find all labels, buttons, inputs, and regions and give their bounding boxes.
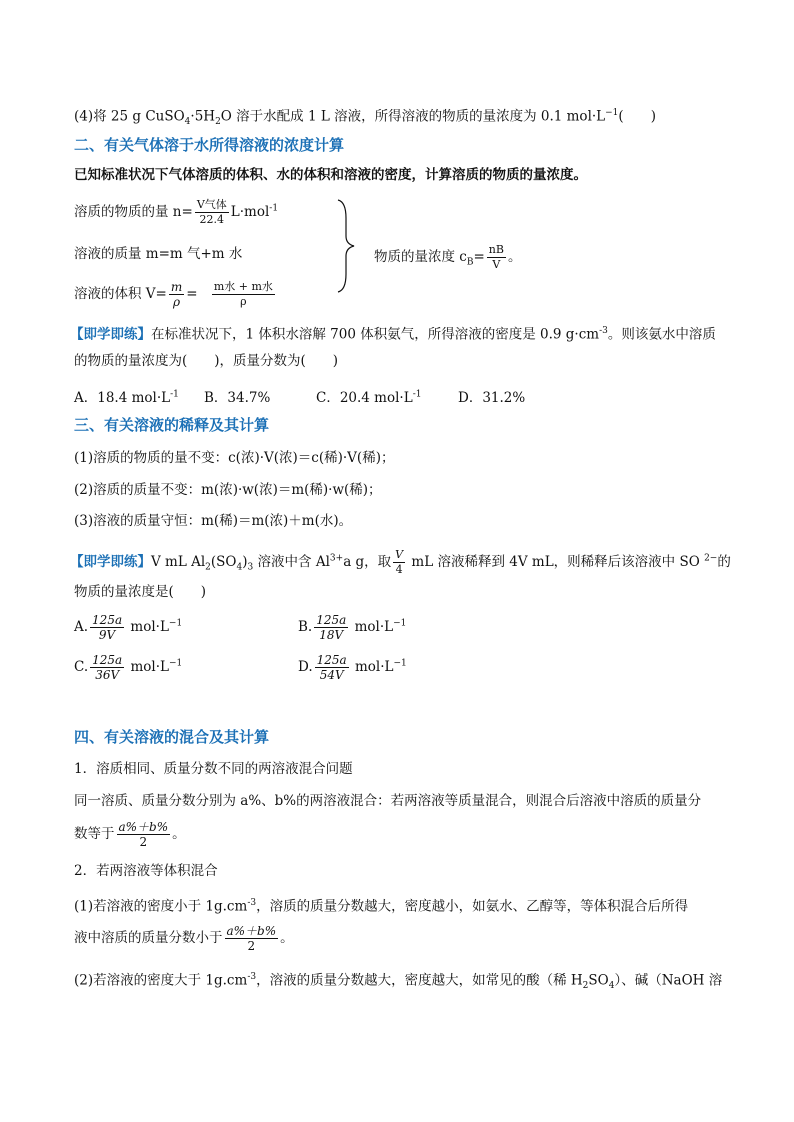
practice-text: 的 xyxy=(717,554,731,570)
denominator: 54V xyxy=(319,668,344,682)
sup: 3+ xyxy=(329,553,344,564)
text: ）、碱（NaOH 溶 xyxy=(614,972,723,989)
text: ，溶液的质量分数越大，密度越大，如常见的酸（稀 H xyxy=(256,972,583,989)
choice-c[interactable] xyxy=(74,653,182,682)
q4-sup: −1 xyxy=(605,108,619,118)
sub: 4 xyxy=(608,981,615,992)
practice-1 xyxy=(70,322,716,344)
numerator: V气体 xyxy=(196,198,227,211)
fraction xyxy=(393,548,405,577)
denominator: 4 xyxy=(395,563,403,576)
fraction xyxy=(212,280,275,309)
sub: 3 xyxy=(247,562,254,573)
option-text: A．18.4 mol·L xyxy=(74,390,171,406)
fraction xyxy=(169,280,184,309)
practice-text: mL 溶液稀释到 4V mL，则稀释后该溶液中 SO xyxy=(407,554,705,570)
numerator: m水 + m水 xyxy=(213,280,273,293)
choice-b[interactable] xyxy=(298,613,406,642)
sub: 2 xyxy=(582,981,589,992)
denominator: 2 xyxy=(247,939,256,953)
unit: mol·L xyxy=(354,619,394,635)
formula-concentration xyxy=(374,243,521,272)
formula-label: 溶质的物质的量 n= xyxy=(74,204,193,220)
practice-2 xyxy=(70,548,731,577)
formula-volume xyxy=(74,280,277,309)
question-4 xyxy=(74,104,656,131)
formula-label: 物质的量浓度 c xyxy=(374,249,467,265)
subsection-2: 2．若两溶液等体积混合 xyxy=(74,863,218,879)
right-brace-icon xyxy=(336,198,356,294)
period: 。 xyxy=(172,826,186,842)
unit: L·mol xyxy=(230,204,270,220)
choice-letter: A. xyxy=(74,619,89,635)
sup: -3 xyxy=(247,972,257,982)
text: ，溶质的质量分数越大，密度越小，如氨水、乙醇等，等体积混合后所得 xyxy=(256,898,689,915)
formula-mass: 溶液的质量 m=m 气+m 水 xyxy=(74,246,243,262)
sub: 2 xyxy=(205,562,211,573)
option-text: D．31.2% xyxy=(458,390,526,406)
denominator: V xyxy=(492,258,501,271)
choice-letter: D. xyxy=(298,659,313,675)
rule-2: (2)溶质的质量不变：m(浓)·w(浓)＝m(稀)·w(稀)； xyxy=(74,482,382,498)
paragraph-1 xyxy=(74,894,688,916)
sup: -3 xyxy=(247,898,257,908)
numerator: nB xyxy=(488,243,504,256)
option-text: B．34.7% xyxy=(204,390,271,406)
formula-moles xyxy=(74,198,278,227)
fraction xyxy=(90,613,124,642)
rule-1: (1)溶质的物质的量不变：c(浓)·V(浓)＝c(稀)·V(稀)； xyxy=(74,450,395,466)
option-c[interactable] xyxy=(316,386,421,406)
text: (1)若溶液的密度小于 1g.cm xyxy=(74,898,248,915)
numerator: 125a xyxy=(92,653,123,667)
equals: = xyxy=(473,249,485,265)
practice-tag: 【即学即练】 xyxy=(70,326,151,343)
numerator: m xyxy=(170,280,183,294)
sup: 2− xyxy=(704,553,718,564)
unit: mol·L xyxy=(355,659,394,675)
numerator: 125a xyxy=(316,653,347,667)
q4-text: (4)将 25 g CuSO xyxy=(74,108,185,125)
denominator: 18V xyxy=(319,628,344,642)
sup: -1 xyxy=(412,389,422,400)
period: 。 xyxy=(280,930,294,946)
sup: −1 xyxy=(393,618,407,629)
numerator: 125a xyxy=(92,613,123,627)
subsection-1-text2 xyxy=(74,820,186,849)
denominator: 9V xyxy=(98,628,116,642)
choice-letter: B. xyxy=(298,619,313,635)
numerator: a%＋b% xyxy=(118,820,169,834)
q4-sub: 4 xyxy=(184,117,191,128)
fraction xyxy=(314,613,348,642)
denominator: ρ xyxy=(173,295,181,309)
denominator: 2 xyxy=(139,835,148,849)
option-a[interactable] xyxy=(74,386,179,406)
numerator: 125a xyxy=(316,613,347,627)
fraction xyxy=(225,924,279,953)
paragraph-1-line2 xyxy=(74,924,294,953)
fraction xyxy=(315,653,349,682)
period: 。 xyxy=(507,249,522,265)
q4-text: O 溶于水配成 1 L 溶液，所得溶液的物质的量浓度为 0.1 mol·L xyxy=(220,108,606,125)
denominator: 22.4 xyxy=(199,213,225,226)
section-2-heading: 二、有关气体溶于水所得溶液的浓度计算 xyxy=(74,136,345,154)
text: SO xyxy=(588,972,609,989)
unit: mol·L xyxy=(130,619,169,635)
option-text: C．20.4 mol·L xyxy=(316,390,413,406)
practice-tag: 【即学即练】 xyxy=(70,554,151,570)
practice-text: 在标准状况下，1 体积水溶解 700 体积氨气，所得溶液的密度是 0.9 g·cm xyxy=(151,326,600,343)
numerator: a%＋b% xyxy=(226,924,277,938)
fraction xyxy=(117,820,171,849)
sup: -1 xyxy=(269,203,279,214)
q4-text: ( ) xyxy=(618,108,656,125)
section-4-heading: 四、有关溶液的混合及其计算 xyxy=(74,728,270,746)
sub: 4 xyxy=(236,562,243,573)
text: 液中溶质的质量分数小于 xyxy=(74,930,223,946)
practice-text: ) xyxy=(242,554,248,570)
denominator: ρ xyxy=(240,295,247,308)
section-3-heading: 三、有关溶液的稀释及其计算 xyxy=(74,416,270,434)
fraction xyxy=(195,198,229,227)
section-2-intro: 已知标准状况下气体溶质的体积、水的体积和溶液的密度，计算溶质的物质的量浓度。 xyxy=(74,167,587,183)
sub: B xyxy=(466,257,474,268)
equals: = xyxy=(186,286,198,302)
option-b[interactable] xyxy=(204,386,270,406)
formula-label: 溶液的体积 V= xyxy=(74,286,167,302)
subsection-1: 1．溶质相同、质量分数不同的两溶液混合问题 xyxy=(74,761,353,777)
numerator: V xyxy=(395,548,404,561)
practice-text: a g，取 xyxy=(343,554,392,570)
fraction xyxy=(90,653,124,682)
sup: −1 xyxy=(169,658,183,669)
text: (2)若溶液的密度大于 1g.cm xyxy=(74,972,248,989)
sup: -1 xyxy=(170,389,179,400)
option-d[interactable] xyxy=(458,386,525,406)
paragraph-2 xyxy=(74,968,722,995)
practice-text: V mL Al xyxy=(151,554,206,570)
subsection-1-text: 同一溶质、质量分数分别为 a%、b%的两溶液混合：若两溶液等质量混合，则混合后溶液中溶质的质量分 xyxy=(74,793,702,809)
practice-text: 。则该氨水中溶质 xyxy=(607,326,716,343)
choice-d[interactable] xyxy=(298,653,407,682)
practice-text: (SO xyxy=(210,554,237,570)
denominator: 36V xyxy=(95,668,120,682)
practice-2-line2: 物质的量浓度是( ) xyxy=(74,584,207,600)
practice-text: 溶液中含 Al xyxy=(253,554,330,570)
fraction xyxy=(487,243,506,272)
sup: −1 xyxy=(393,658,407,669)
sup: -3 xyxy=(599,326,608,336)
practice-1-line2: 的物质的量浓度为( )，质量分数为( ) xyxy=(74,353,339,369)
unit: mol·L xyxy=(130,659,170,675)
choice-a[interactable] xyxy=(74,613,182,642)
q4-text: ·5H xyxy=(190,108,216,125)
q4-sub: 2 xyxy=(215,117,221,128)
text: 数等于 xyxy=(74,826,115,842)
sup: −1 xyxy=(168,618,183,629)
rule-3: (3)溶液的质量守恒：m(稀)＝m(浓)＋m(水)。 xyxy=(74,513,353,529)
choice-letter: C. xyxy=(74,659,89,675)
